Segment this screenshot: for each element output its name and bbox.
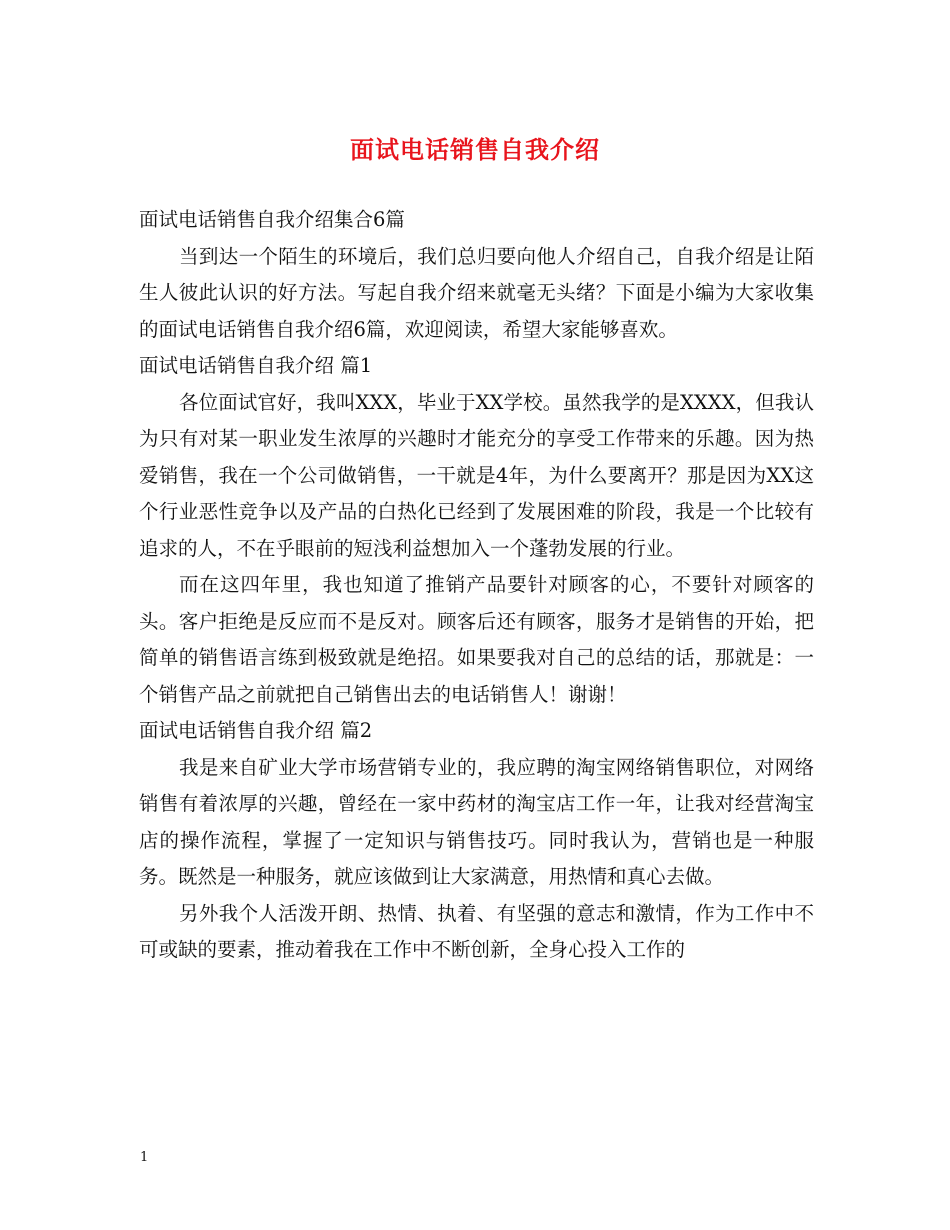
intro-paragraph: 当到达一个陌生的环境后，我们总归要向他人介绍自己，自我介绍是让陌生人彼此认识的好方法。写起自我介绍来就毫无头绪？下面是小编为大家收集的面试电话销售自我介绍6篇，欢迎阅读，希望大家能够喜欢。 xyxy=(139,244,814,341)
section-2-paragraph-1: 我是来自矿业大学市场营销专业的，我应聘的淘宝网络销售职位，对网络销售有着浓厚的兴趣，曾经在一家中药材的淘宝店工作一年，让我对经营淘宝店的操作流程，掌握了一定知识与销售技巧。同时我认为，营销也是一种服务。既然是一种服务，就应该做到让大家满意，用热情和真心去做。 xyxy=(139,755,814,888)
section-heading-1: 面试电话销售自我介绍 篇1 xyxy=(139,354,373,377)
section-2-paragraph-2: 另外我个人活泼开朗、热情、执着、有坚强的意志和激情，作为工作中不可或缺的要素，推动着我在工作中不断创新，全身心投入工作的 xyxy=(139,901,814,961)
page-number: 1 xyxy=(140,1150,149,1165)
document-title: 面试电话销售自我介绍 xyxy=(350,135,600,164)
section-heading-2: 面试电话销售自我介绍 篇2 xyxy=(139,719,373,742)
section-1-paragraph-2: 而在这四年里，我也知道了推销产品要针对顾客的心，不要针对顾客的头。客户拒绝是反应而不是反对。顾客后还有顾客，服务才是销售的开始，把简单的销售语言练到极致就是绝招。如果要我对自己的总结的话，那就是：一个销售产品之前就把自己销售出去的电话销售人！谢谢！ xyxy=(139,573,814,706)
document-body xyxy=(139,202,814,969)
document-subtitle: 面试电话销售自我介绍集合6篇 xyxy=(139,208,405,231)
section-1-paragraph-1: 各位面试官好，我叫XXX，毕业于XX学校。虽然我学的是XXXX，但我认为只有对某一职业发生浓厚的兴趣时才能充分的享受工作带来的乐趣。因为热爱销售，我在一个公司做销售，一干就是4年，为什么要离开？那是因为XX这个行业恶性竞争以及产品的白热化已经到了发展困难的阶段，我是一个比较有追求的人，不在乎眼前的短浅利益想加入一个蓬勃发展的行业。 xyxy=(139,390,814,560)
